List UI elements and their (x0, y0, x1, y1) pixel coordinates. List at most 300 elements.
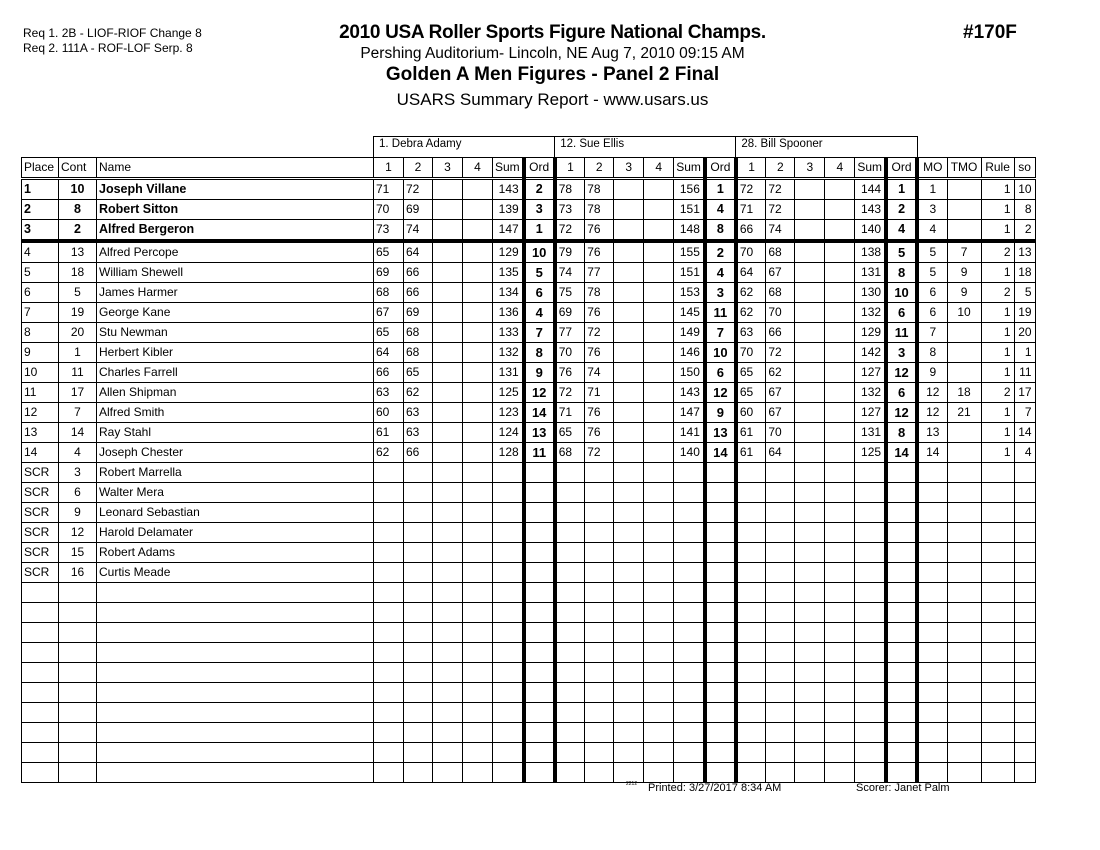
name-cell: Curtis Meade (97, 563, 374, 583)
judge-3-sum-cell (855, 463, 886, 483)
tmo-cell (947, 323, 981, 343)
mo-cell (917, 543, 947, 563)
table-row (22, 283, 1036, 303)
judge-1-4-cell (463, 220, 493, 242)
judge-2-2-cell: 76 (585, 220, 614, 242)
tmo-cell: 7 (947, 241, 981, 263)
tmo-cell (947, 463, 981, 483)
judge-1-2-cell: 64 (404, 241, 433, 263)
judge-1-sum-cell: 128 (493, 443, 524, 463)
judge-2-sum-cell: 149 (674, 323, 705, 343)
judge-3-3-cell (795, 220, 825, 242)
judge-2-ord-cell: 14 (705, 443, 736, 463)
judge-3-1-cell (736, 543, 766, 563)
judge-2-3-cell (614, 303, 644, 323)
judge-2-4-cell (644, 523, 674, 543)
col-header-place: Place (22, 158, 59, 179)
judge-3-3-cell (795, 463, 825, 483)
judge-3-sum-cell: 144 (855, 179, 886, 200)
results-table (21, 136, 1036, 783)
scorer: Scorer: Janet Palm (856, 782, 950, 794)
tmo-cell (947, 563, 981, 583)
judge-3-sum-cell (855, 503, 886, 523)
judge-3-3-cell (795, 241, 825, 263)
judge-1-sum-cell (493, 463, 524, 483)
judge-1-ord-cell: 14 (524, 403, 555, 423)
judge-2-3-cell (614, 363, 644, 383)
judge-2-ord-cell: 6 (705, 363, 736, 383)
judge-2-2-cell (585, 523, 614, 543)
so-cell: 20 (1014, 323, 1035, 343)
judge-2-sum-cell (674, 483, 705, 503)
judge-1-2-cell: 65 (404, 363, 433, 383)
col-header-judge-2-ord: Ord (705, 158, 736, 179)
judge-2-1-cell: 73 (555, 200, 585, 220)
col-header-judge-3-2: 2 (766, 158, 795, 179)
table-row (22, 179, 1036, 200)
judge-1-2-cell: 62 (404, 383, 433, 403)
judge-3-ord-cell: 8 (886, 423, 917, 443)
judge-2-ord-cell: 2 (705, 241, 736, 263)
judge-3-ord-cell (886, 483, 917, 503)
judge-1-1-cell: 71 (374, 179, 404, 200)
table-row (22, 343, 1036, 363)
place-cell: 7 (22, 303, 59, 323)
place-cell: 5 (22, 263, 59, 283)
judge-3-1-cell (736, 463, 766, 483)
judge-2-1-cell: 75 (555, 283, 585, 303)
judge-3-4-cell (825, 283, 855, 303)
table-row (22, 423, 1036, 443)
judge-2-sum-cell (674, 523, 705, 543)
column-header-row (22, 158, 1036, 179)
judge-2-1-cell: 65 (555, 423, 585, 443)
judge-2-2-cell: 78 (585, 179, 614, 200)
rule-cell (981, 503, 1014, 523)
judge-3-sum-cell: 140 (855, 220, 886, 242)
judge-2-3-cell (614, 263, 644, 283)
place-cell: SCR (22, 563, 59, 583)
cont-cell: 7 (59, 403, 97, 423)
judge-1-3-cell (433, 241, 463, 263)
judge-3-2-cell: 64 (766, 443, 795, 463)
mo-cell: 4 (917, 220, 947, 242)
judge-2-ord-cell: 1 (705, 179, 736, 200)
cont-cell: 11 (59, 363, 97, 383)
judge-3-2-cell: 70 (766, 303, 795, 323)
judge-1-2-cell: 74 (404, 220, 433, 242)
table-row (22, 483, 1036, 503)
judge-1-sum-cell: 134 (493, 283, 524, 303)
judge-2-3-cell (614, 220, 644, 242)
judge-1-1-cell: 66 (374, 363, 404, 383)
rule-cell: 2 (981, 383, 1014, 403)
judge-3-2-cell: 72 (766, 343, 795, 363)
judge-3-3-cell (795, 503, 825, 523)
judge-3-1-cell: 72 (736, 179, 766, 200)
judge-2-2-cell: 78 (585, 200, 614, 220)
judge-3-2-cell: 68 (766, 283, 795, 303)
judge-1-3-cell (433, 503, 463, 523)
judge-2-3-cell (614, 323, 644, 343)
judge-2-4-cell (644, 283, 674, 303)
judge-1-1-cell: 60 (374, 403, 404, 423)
judge-1-3-cell (433, 383, 463, 403)
judge-2-2-cell: 71 (585, 383, 614, 403)
empty-row (22, 703, 1036, 723)
judge-1-sum-cell: 135 (493, 263, 524, 283)
judge-2-name: 12. Sue Ellis (555, 137, 736, 158)
judge-1-4-cell (463, 543, 493, 563)
judge-1-ord-cell: 1 (524, 220, 555, 242)
judge-1-3-cell (433, 423, 463, 443)
judge-2-1-cell: 78 (555, 179, 585, 200)
place-cell: 12 (22, 403, 59, 423)
judge-1-4-cell (463, 263, 493, 283)
col-header-judge-1-1: 1 (374, 158, 404, 179)
judge-2-3-cell (614, 563, 644, 583)
judge-2-ord-cell: 4 (705, 200, 736, 220)
judge-2-3-cell (614, 179, 644, 200)
name-cell: Robert Sitton (97, 200, 374, 220)
empty-row (22, 763, 1036, 783)
col-header-judge-3-4: 4 (825, 158, 855, 179)
rule-cell: 1 (981, 323, 1014, 343)
judge-1-1-cell (374, 483, 404, 503)
place-cell: 4 (22, 241, 59, 263)
judge-2-2-cell: 76 (585, 303, 614, 323)
judge-1-3-cell (433, 343, 463, 363)
judge-1-1-cell (374, 563, 404, 583)
judge-1-sum-cell: 136 (493, 303, 524, 323)
cont-cell: 13 (59, 241, 97, 263)
tmo-cell: 18 (947, 383, 981, 403)
judge-1-2-cell: 66 (404, 443, 433, 463)
judge-3-4-cell (825, 343, 855, 363)
judge-1-2-cell: 63 (404, 403, 433, 423)
col-header-judge-1-3: 3 (433, 158, 463, 179)
venue-datetime: Pershing Auditorium- Lincoln, NE Aug 7, 2010 09:15 AM (360, 45, 745, 62)
judge-3-1-cell: 61 (736, 443, 766, 463)
judge-1-ord-cell: 6 (524, 283, 555, 303)
judge-1-ord-cell: 8 (524, 343, 555, 363)
empty-row (22, 583, 1036, 603)
so-cell: 10 (1014, 179, 1035, 200)
judge-1-4-cell (463, 483, 493, 503)
judge-2-2-cell (585, 543, 614, 563)
event-number: #170F (963, 22, 1017, 43)
so-cell: 8 (1014, 200, 1035, 220)
judge-2-4-cell (644, 503, 674, 523)
judge-2-ord-cell: 10 (705, 343, 736, 363)
judge-1-ord-cell (524, 483, 555, 503)
judge-1-2-cell: 72 (404, 179, 433, 200)
col-header-judge-1-4: 4 (463, 158, 493, 179)
judge-3-4-cell (825, 403, 855, 423)
judge-3-2-cell: 66 (766, 323, 795, 343)
rule-cell (981, 543, 1014, 563)
judge-2-4-cell (644, 423, 674, 443)
mo-cell: 3 (917, 200, 947, 220)
report-subtitle: USARS Summary Report - www.usars.us (396, 90, 709, 109)
empty-row (22, 603, 1036, 623)
print-code: 2212 (626, 781, 638, 787)
table-row (22, 383, 1036, 403)
judge-2-2-cell: 72 (585, 323, 614, 343)
place-cell: 14 (22, 443, 59, 463)
cont-cell: 8 (59, 200, 97, 220)
judge-1-2-cell: 66 (404, 283, 433, 303)
judge-2-4-cell (644, 200, 674, 220)
so-cell: 4 (1014, 443, 1035, 463)
tmo-cell (947, 503, 981, 523)
col-header-rule: Rule (981, 158, 1014, 179)
table-row (22, 241, 1036, 263)
judge-3-3-cell (795, 423, 825, 443)
place-cell: SCR (22, 503, 59, 523)
table-row (22, 523, 1036, 543)
judge-2-3-cell (614, 283, 644, 303)
tmo-cell: 9 (947, 283, 981, 303)
judge-2-2-cell: 76 (585, 403, 614, 423)
judge-3-1-cell (736, 483, 766, 503)
judge-2-1-cell (555, 463, 585, 483)
judge-1-sum-cell (493, 483, 524, 503)
judge-3-2-cell (766, 563, 795, 583)
cont-cell: 14 (59, 423, 97, 443)
judge-3-sum-cell: 132 (855, 383, 886, 403)
judge-1-ord-cell: 2 (524, 179, 555, 200)
judge-3-sum-cell: 131 (855, 263, 886, 283)
judge-2-1-cell (555, 563, 585, 583)
judge-3-sum-cell: 142 (855, 343, 886, 363)
judge-1-sum-cell (493, 543, 524, 563)
judge-1-2-cell (404, 503, 433, 523)
judge-3-2-cell: 70 (766, 423, 795, 443)
judge-3-1-cell: 70 (736, 343, 766, 363)
place-cell: 11 (22, 383, 59, 403)
judge-3-3-cell (795, 263, 825, 283)
requirement-2: Req 2. 111A - ROF-LOF Serp. 8 (23, 41, 193, 55)
cont-cell: 17 (59, 383, 97, 403)
judge-1-ord-cell (524, 463, 555, 483)
judge-1-1-cell (374, 463, 404, 483)
col-header-judge-3-1: 1 (736, 158, 766, 179)
judge-2-4-cell (644, 543, 674, 563)
judge-3-4-cell (825, 303, 855, 323)
judge-3-4-cell (825, 543, 855, 563)
judge-1-4-cell (463, 523, 493, 543)
judge-3-1-cell: 66 (736, 220, 766, 242)
so-cell (1014, 523, 1035, 543)
name-cell: Walter Mera (97, 483, 374, 503)
judge-3-sum-cell: 127 (855, 403, 886, 423)
empty-row (22, 743, 1036, 763)
name-cell: George Kane (97, 303, 374, 323)
judge-3-4-cell (825, 363, 855, 383)
judge-3-1-cell (736, 503, 766, 523)
col-header-tmo: TMO (947, 158, 981, 179)
judge-1-ord-cell (524, 503, 555, 523)
judge-3-4-cell (825, 503, 855, 523)
judge-2-3-cell (614, 503, 644, 523)
mo-cell: 8 (917, 343, 947, 363)
judge-3-sum-cell (855, 523, 886, 543)
judge-2-1-cell: 72 (555, 383, 585, 403)
judge-1-1-cell: 67 (374, 303, 404, 323)
judge-3-4-cell (825, 523, 855, 543)
judge-3-3-cell (795, 179, 825, 200)
judge-1-3-cell (433, 523, 463, 543)
rule-cell: 1 (981, 263, 1014, 283)
judge-1-4-cell (463, 323, 493, 343)
so-cell: 1 (1014, 343, 1035, 363)
table-row (22, 463, 1036, 483)
mo-cell: 7 (917, 323, 947, 343)
mo-cell: 13 (917, 423, 947, 443)
cont-cell: 18 (59, 263, 97, 283)
judge-2-1-cell: 69 (555, 303, 585, 323)
judge-3-ord-cell: 6 (886, 303, 917, 323)
tmo-cell (947, 200, 981, 220)
judge-3-4-cell (825, 383, 855, 403)
cont-cell: 16 (59, 563, 97, 583)
name-cell: William Shewell (97, 263, 374, 283)
judge-1-2-cell: 63 (404, 423, 433, 443)
judge-2-1-cell: 74 (555, 263, 585, 283)
place-cell: 13 (22, 423, 59, 443)
place-cell: SCR (22, 523, 59, 543)
judge-3-ord-cell: 14 (886, 443, 917, 463)
mo-cell: 6 (917, 283, 947, 303)
judge-1-ord-cell: 7 (524, 323, 555, 343)
cont-cell: 6 (59, 483, 97, 503)
judge-3-1-cell: 62 (736, 283, 766, 303)
judge-1-2-cell (404, 543, 433, 563)
mo-cell: 12 (917, 403, 947, 423)
so-cell: 11 (1014, 363, 1035, 383)
place-cell: 3 (22, 220, 59, 242)
judge-3-ord-cell (886, 563, 917, 583)
judge-3-2-cell (766, 503, 795, 523)
judge-3-3-cell (795, 523, 825, 543)
judge-3-sum-cell (855, 543, 886, 563)
judge-1-4-cell (463, 383, 493, 403)
table-row (22, 220, 1036, 242)
name-cell: Charles Farrell (97, 363, 374, 383)
tmo-cell: 21 (947, 403, 981, 423)
judge-1-1-cell: 61 (374, 423, 404, 443)
judge-3-1-cell: 65 (736, 383, 766, 403)
judge-2-sum-cell: 155 (674, 241, 705, 263)
judge-3-1-cell: 60 (736, 403, 766, 423)
judge-3-3-cell (795, 343, 825, 363)
name-cell: Robert Adams (97, 543, 374, 563)
judge-1-ord-cell: 4 (524, 303, 555, 323)
judge-1-3-cell (433, 563, 463, 583)
col-header-cont: Cont (59, 158, 97, 179)
judge-1-1-cell (374, 543, 404, 563)
empty-row (22, 623, 1036, 643)
so-cell (1014, 563, 1035, 583)
tmo-cell (947, 363, 981, 383)
judge-3-1-cell: 65 (736, 363, 766, 383)
judge-2-3-cell (614, 523, 644, 543)
so-cell (1014, 483, 1035, 503)
judge-1-3-cell (433, 403, 463, 423)
rule-cell: 1 (981, 403, 1014, 423)
col-header-mo: MO (917, 158, 947, 179)
judge-1-4-cell (463, 463, 493, 483)
judge-1-ord-cell: 12 (524, 383, 555, 403)
judge-2-ord-cell (705, 563, 736, 583)
judge-3-3-cell (795, 563, 825, 583)
cont-cell: 9 (59, 503, 97, 523)
rule-cell: 2 (981, 241, 1014, 263)
judge-1-sum-cell (493, 563, 524, 583)
judge-1-3-cell (433, 363, 463, 383)
cont-cell: 19 (59, 303, 97, 323)
judge-1-2-cell: 68 (404, 343, 433, 363)
judge-1-sum-cell (493, 523, 524, 543)
judge-1-1-cell: 65 (374, 241, 404, 263)
judge-2-1-cell: 76 (555, 363, 585, 383)
judge-3-ord-cell: 3 (886, 343, 917, 363)
judge-2-4-cell (644, 343, 674, 363)
name-cell: Alfred Bergeron (97, 220, 374, 242)
so-cell: 19 (1014, 303, 1035, 323)
judge-3-sum-cell: 132 (855, 303, 886, 323)
judge-2-ord-cell (705, 463, 736, 483)
judge-2-sum-cell: 148 (674, 220, 705, 242)
judge-2-2-cell: 76 (585, 241, 614, 263)
judge-2-1-cell (555, 483, 585, 503)
judge-2-ord-cell: 3 (705, 283, 736, 303)
judge-2-1-cell (555, 523, 585, 543)
judge-3-2-cell: 72 (766, 179, 795, 200)
rule-cell: 1 (981, 363, 1014, 383)
judge-3-2-cell: 67 (766, 403, 795, 423)
judge-2-ord-cell: 11 (705, 303, 736, 323)
judge-2-1-cell: 72 (555, 220, 585, 242)
judge-3-ord-cell: 6 (886, 383, 917, 403)
judge-2-3-cell (614, 200, 644, 220)
judge-2-sum-cell (674, 503, 705, 523)
judge-2-4-cell (644, 563, 674, 583)
tmo-cell (947, 443, 981, 463)
requirement-1: Req 1. 2B - LIOF-RIOF Change 8 (23, 26, 202, 40)
name-cell: Leonard Sebastian (97, 503, 374, 523)
judge-1-3-cell (433, 303, 463, 323)
judge-1-4-cell (463, 200, 493, 220)
judge-3-2-cell (766, 543, 795, 563)
mo-cell (917, 563, 947, 583)
judge-1-3-cell (433, 200, 463, 220)
judge-2-sum-cell: 143 (674, 383, 705, 403)
judge-3-ord-cell: 4 (886, 220, 917, 242)
judge-1-3-cell (433, 323, 463, 343)
judge-1-3-cell (433, 443, 463, 463)
so-cell (1014, 503, 1035, 523)
rule-cell: 1 (981, 303, 1014, 323)
judge-2-ord-cell (705, 503, 736, 523)
judge-3-3-cell (795, 403, 825, 423)
judge-1-3-cell (433, 179, 463, 200)
tmo-cell (947, 343, 981, 363)
judge-2-3-cell (614, 383, 644, 403)
judge-2-sum-cell (674, 543, 705, 563)
judge-2-sum-cell: 147 (674, 403, 705, 423)
